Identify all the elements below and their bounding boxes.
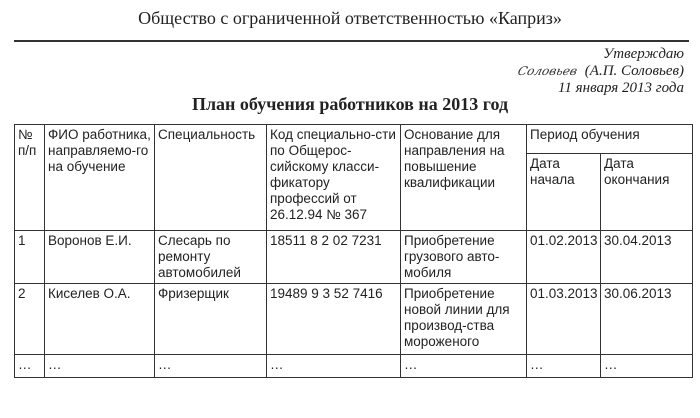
cell-specialty: Слесарь по ремонту автомобилей bbox=[155, 231, 267, 284]
header-period: Период обучения bbox=[527, 125, 693, 154]
cell-end: 30.06.2013 bbox=[601, 284, 693, 355]
header-code: Код специально-сти по Общерос-сийскому класси-фикатору профессий от 26.12.94 № 367 bbox=[267, 125, 401, 231]
cell-end: 30.04.2013 bbox=[601, 231, 693, 284]
header-basis: Основание для направления на повышение квалификации bbox=[401, 125, 527, 231]
header-divider bbox=[14, 40, 689, 42]
cell-fio: Воронов Е.И. bbox=[45, 231, 155, 284]
cell-basis: Приобретение новой линии для производ-ства мороженого bbox=[401, 284, 527, 355]
document-title: План обучения работников на 2013 год bbox=[191, 94, 509, 114]
approval-block bbox=[518, 46, 684, 97]
cell-start: 01.03.2013 bbox=[527, 284, 601, 355]
approval-signer-line bbox=[518, 63, 684, 80]
organization-name: Общество с ограниченной ответственностью «Каприз» bbox=[138, 8, 562, 28]
cell-specialty: … bbox=[155, 355, 267, 378]
training-plan-table bbox=[14, 124, 693, 378]
cell-num: 1 bbox=[15, 231, 45, 284]
cell-basis: … bbox=[401, 355, 527, 378]
approval-label: Утверждаю bbox=[603, 46, 684, 62]
header-fio: ФИО работника, направляемо-го на обучение bbox=[45, 125, 155, 231]
table-row bbox=[15, 231, 693, 284]
approval-signer: (А.П. Соловьев) bbox=[584, 63, 684, 79]
header-num: № п/п bbox=[15, 125, 45, 231]
cell-specialty: Фризерщик bbox=[155, 284, 267, 355]
cell-basis: Приобретение грузового авто-мобиля bbox=[401, 231, 527, 284]
header-specialty: Специальность bbox=[155, 125, 267, 231]
cell-start: … bbox=[527, 355, 601, 378]
cell-code: 18511 8 2 02 7231 bbox=[267, 231, 401, 284]
header-end: Дата окончания bbox=[601, 154, 693, 231]
handwritten-signature: Соловьев bbox=[516, 64, 580, 78]
cell-code: 19489 9 3 52 7416 bbox=[267, 284, 401, 355]
header-start: Дата начала bbox=[527, 154, 601, 231]
cell-end: … bbox=[601, 355, 693, 378]
approval-date: 11 января 2013 года bbox=[558, 80, 684, 96]
cell-start: 01.02.2013 bbox=[527, 231, 601, 284]
table-row bbox=[15, 355, 693, 378]
table-header-row bbox=[15, 125, 693, 154]
cell-fio: … bbox=[45, 355, 155, 378]
table-row bbox=[15, 284, 693, 355]
cell-fio: Киселев О.А. bbox=[45, 284, 155, 355]
cell-code: … bbox=[267, 355, 401, 378]
cell-num: … bbox=[15, 355, 45, 378]
cell-num: 2 bbox=[15, 284, 45, 355]
